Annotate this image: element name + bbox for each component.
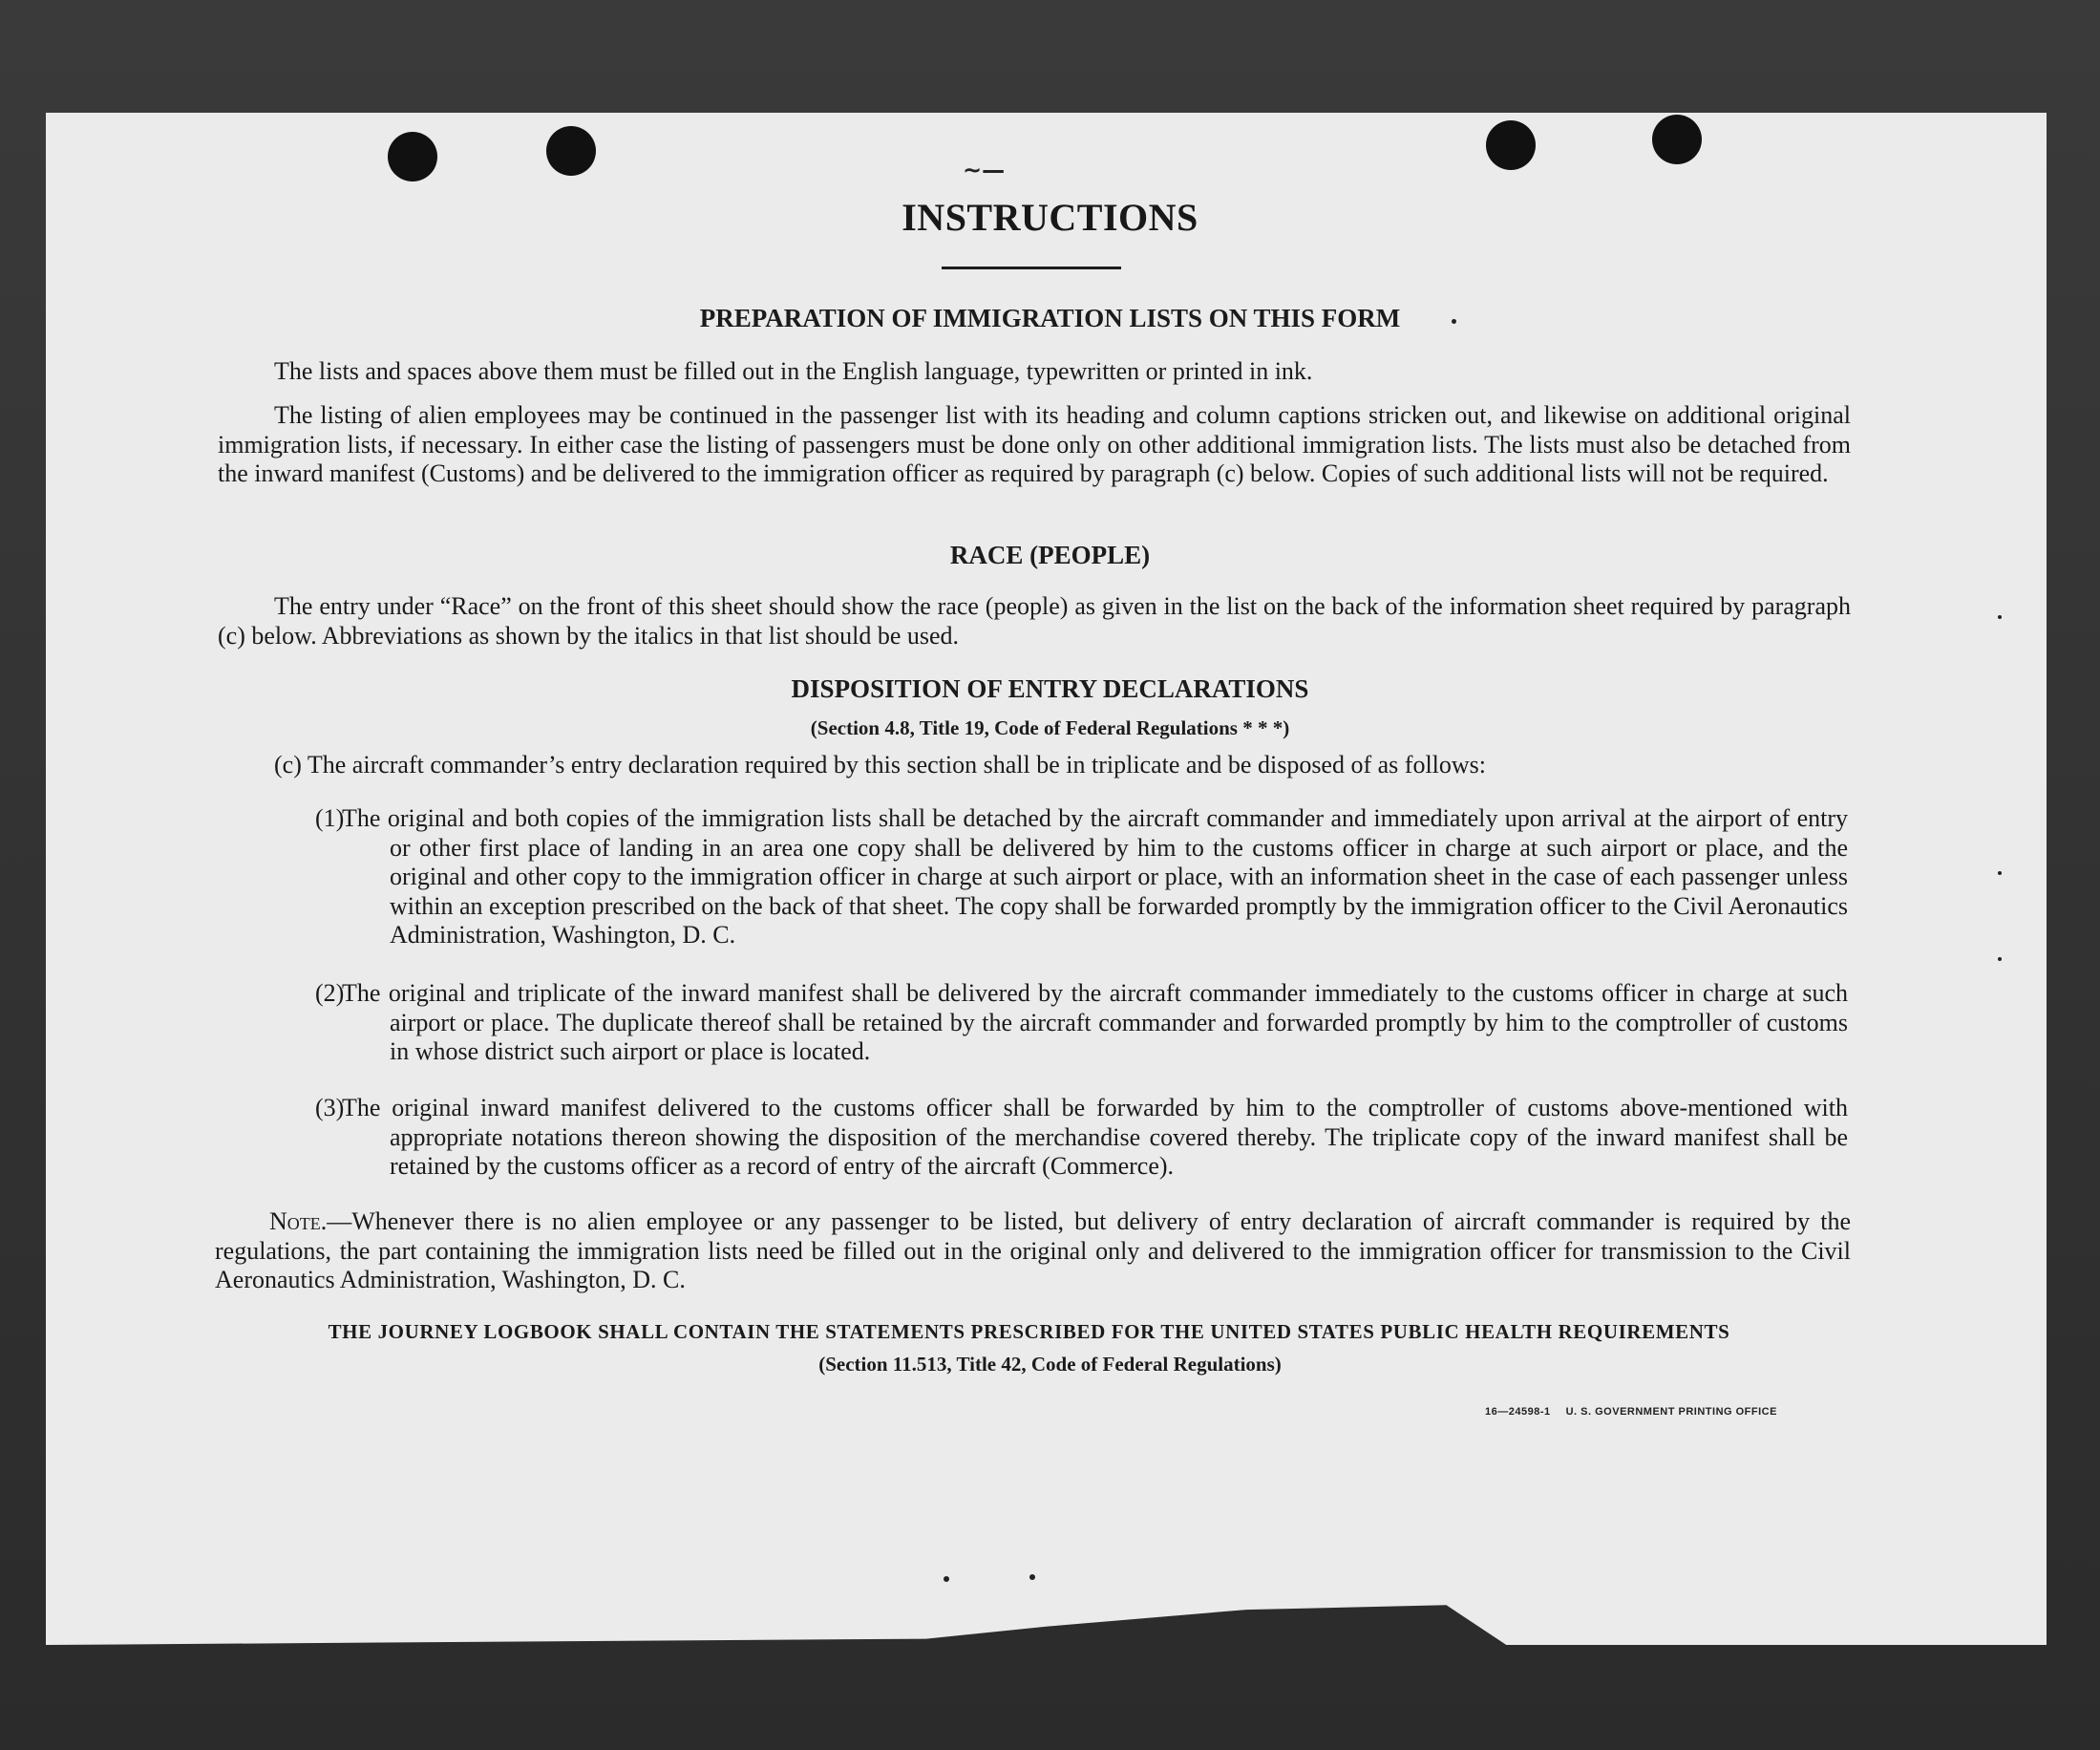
section-citation-disposition: (Section 4.8, Title 19, Code of Federal Regulations * * *) (810, 716, 1290, 739)
punch-hole (1652, 115, 1702, 164)
punch-hole (388, 132, 437, 181)
title-underline (942, 267, 1121, 269)
paragraph-race (218, 592, 1851, 651)
pen-mark: ~— (963, 157, 1006, 183)
form-number: 16—24598-1 (1485, 1406, 1551, 1418)
punch-hole (546, 126, 596, 176)
scan-speck (1998, 615, 2002, 619)
section-heading-race: RACE (PEOPLE) (949, 541, 1151, 569)
list-item (315, 1094, 1848, 1182)
printer-imprint (1485, 1406, 1792, 1418)
list-item-text: The original and both copies of the immigration lists shall be detached by the aircraft commander and immediately upon arrival at the airport of entry or other first place of landing in an area one copy shall be delivered by him to the customs officer in charge at such airport or place, and the original and other copy to the immigration officer in charge at such airport or place, with an information sheet in the case of each passenger unless within an exception prescribed on the back of that sheet. The copy shall be forwarded promptly by the immigration officer to the Civil Aeronautics Administration, Washington, D. C. (342, 804, 1848, 949)
list-item-number: (1) (315, 804, 345, 832)
printer-name: U. S. GOVERNMENT PRINTING OFFICE (1565, 1406, 1777, 1418)
scan-speck (1029, 1574, 1035, 1580)
scan-speck (1998, 957, 2002, 961)
punch-hole (1486, 120, 1536, 170)
paragraph-disposition-intro: (c) The aircraft commander’s entry declaration required by this section shall be in triplicate and be disposed of as follows: (274, 751, 1487, 779)
paragraph-race-text: The entry under “Race” on the front of this sheet should show the race (people) as given in the list on the back of the information sheet required by paragraph (c) below. Abbreviations as shown by the italics in that list should be used. (218, 592, 1851, 650)
paragraph-language: The lists and spaces above them must be filled out in the English language, typewritten or printed in ink. (274, 357, 1313, 385)
note-text: —Whenever there is no alien employee or any passenger to be listed, but delivery of entry declaration of aircraft commander is required by the regulations, the part containing the immigration lists need be filled out in the original only and delivered to the immigration officer for transmission to the Civil Aeronautics Administration, Washington, D. C. (215, 1207, 1851, 1293)
paragraph-alien-employees (218, 401, 1851, 489)
list-item (315, 979, 1848, 1067)
paragraph-alien-employees-text: The listing of alien employees may be continued in the passenger list with its heading and column captions stricken out, and likewise on additional original immigration lists, if necessary. In either case the listing of passengers must be done only on other additional immigration lists. The lists must also be detached from the inward manifest (Customs) and be delivered to the immigration officer as required by paragraph (c) below. Copies of such additional lists will not be required. (218, 401, 1851, 487)
health-requirements-statement: THE JOURNEY LOGBOOK SHALL CONTAIN THE STATEMENTS PRESCRIBED FOR THE UNITED STATES PUBLIC HEALTH REQUIREMENTS (328, 1320, 1730, 1343)
list-item-number: (2) (315, 979, 345, 1007)
list-item-text: The original and triplicate of the inward manifest shall be delivered by the aircraft commander immediately to the customs officer in charge at such airport or place. The duplicate thereof shall be retained by the aircraft commander and forwarded promptly by him to the comptroller of customs in whose district such airport or place is located. (342, 979, 1848, 1065)
list-item-number: (3) (315, 1094, 345, 1121)
section-heading-disposition: DISPOSITION OF ENTRY DECLARATIONS (791, 674, 1309, 703)
note-label: Note. (269, 1207, 328, 1235)
health-requirements-citation: (Section 11.513, Title 42, Code of Federal Regulations) (818, 1353, 1282, 1376)
scan-speck (944, 1576, 949, 1582)
page-title: INSTRUCTIONS (902, 196, 1198, 239)
paragraph-note (215, 1207, 1851, 1295)
scan-speck (1998, 871, 2002, 875)
section-heading-preparation: PREPARATION OF IMMIGRATION LISTS ON THIS FORM (699, 304, 1401, 332)
list-item (315, 804, 1848, 950)
list-item-text: The original inward manifest delivered to the customs officer shall be forwarded by him to the comptroller of customs above-mentioned with appropriate notations thereon showing the disposition of the merchandise covered thereby. The triplicate copy of the inward manifest shall be retained by the customs officer as a record of entry of the aircraft (Commerce). (342, 1094, 1848, 1180)
scan-speck (1452, 319, 1456, 324)
